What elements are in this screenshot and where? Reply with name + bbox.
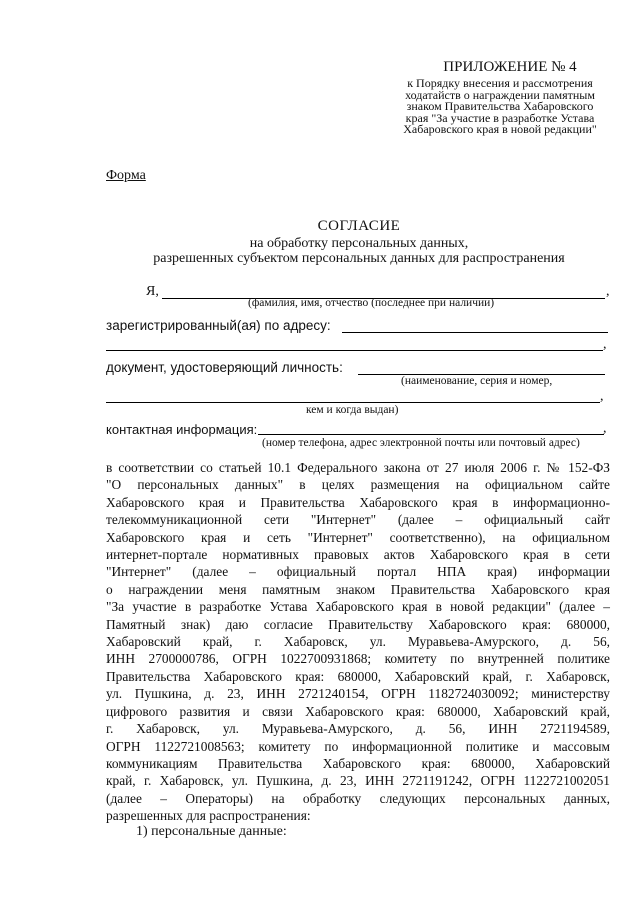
- body-line: "Интернет" (далее – официальный портал НПА края) информации: [106, 564, 610, 580]
- body-line: "За участие в разработке Устава Хабаровского края в новой редакции" (далее –: [106, 599, 610, 615]
- i-label: Я,: [146, 284, 159, 299]
- address-label: зарегистрированный(ая) по адресу:: [106, 318, 331, 333]
- name-field-end: ,: [606, 284, 610, 299]
- appendix-title: ПРИЛОЖЕНИЕ № 4: [443, 59, 577, 75]
- appendix-line: Хабаровского края в новой редакции": [403, 122, 597, 136]
- document-field-line-2[interactable]: [106, 402, 600, 403]
- body-line: край, г. Хабаровск, ул. Пушкина, д. 23, ИНН 2721191242, ОГРН 1122721002051: [106, 773, 610, 789]
- body-line: коммуникациям Правительства Хабаровского края: 680000, Хабаровский: [106, 755, 610, 771]
- body-line: Правительства Хабаровского края: 680000, Хабаровский край, г. Хабаровск,: [106, 668, 610, 684]
- document-hint-2: кем и когда выдан): [306, 404, 399, 416]
- contact-label: контактная информация:: [106, 422, 258, 437]
- list-item-1: 1) персональные данные:: [136, 824, 287, 839]
- body-line: Хабаровского края и Правительства Хабаровского края в информационно-: [106, 494, 610, 510]
- appendix-block: [380, 58, 620, 136]
- address-field-line[interactable]: [342, 332, 608, 333]
- body-line: в соответствии со статьей 10.1 Федерального закона от 27 июля 2006 г. № 152-ФЗ: [106, 460, 610, 475]
- body-line: цифрового развития и связи Хабаровского края: 680000, Хабаровский край,: [106, 703, 610, 719]
- body-line: разрешенных для распространения:: [106, 808, 311, 824]
- consent-body: [106, 459, 610, 825]
- body-line: о награждении меня памятным знаком Правительства Хабаровского края: [106, 581, 610, 597]
- body-line: г. Хабаровск, ул. Муравьева-Амурского, д. 56, ИНН 2721194589,: [106, 721, 610, 737]
- appendix-line: края "За участие в разработке Устава: [405, 110, 595, 125]
- contact-field-end: ,: [603, 421, 607, 436]
- name-hint: (фамилия, имя, отчество (последнее при наличии): [248, 297, 495, 309]
- address-field-line-2[interactable]: [106, 350, 603, 351]
- appendix-line: ходатайств о награждении памятным: [405, 87, 595, 102]
- appendix-subtitle: [380, 78, 620, 136]
- appendix-line: знаком Правительства Хабаровского: [406, 99, 594, 113]
- contact-hint: (номер телефона, адрес электронной почты или почтовый адрес): [262, 437, 580, 449]
- body-line: Хабаровский край, г. Хабаровск, ул. Муравьева-Амурского, д. 56,: [106, 634, 610, 650]
- consent-title: СОГЛАСИЕ: [317, 218, 401, 234]
- body-line: ИНН 2700000786, ОГРН 1022700931868; комитету по внутренней политике: [106, 651, 610, 667]
- body-line: интернет-портале нормативных правовых актов Хабаровского края в сети: [106, 547, 610, 563]
- consent-subtitle-1: на обработку персональных данных,: [249, 236, 469, 251]
- body-line: Хабаровского края и сеть "Интернет" соответственно), на официальном: [106, 529, 610, 545]
- body-line: телекоммуникационной сети "Интернет" (далее – официальный сайт: [106, 512, 610, 528]
- address-field-end: ,: [603, 337, 607, 352]
- body-line: ул. Пушкина, д. 23, ИНН 2721240154, ОГРН 1182724030092; министерству: [106, 686, 610, 702]
- body-line: ОГРН 1122721008563; комитету по информационной политике и массовым: [106, 738, 610, 754]
- document-label: документ, удостоверяющий личность:: [106, 360, 343, 375]
- body-line: Памятный знак) даю согласие Правительству Хабаровского края: 680000,: [106, 616, 610, 632]
- contact-field-line[interactable]: [258, 434, 604, 435]
- form-label: Форма: [106, 168, 146, 183]
- document-field-end: ,: [600, 389, 604, 404]
- body-line: (далее – Операторы) на обработку следующих персональных данных,: [106, 790, 610, 806]
- body-line: "О персональных данных" в целях размещения на официальном сайте: [106, 477, 610, 493]
- document-hint: (наименование, серия и номер,: [401, 375, 553, 387]
- appendix-line: к Порядку внесения и рассмотрения: [407, 76, 593, 90]
- consent-subtitle-2: разрешенных субъектом персональных данных для распространения: [153, 251, 565, 266]
